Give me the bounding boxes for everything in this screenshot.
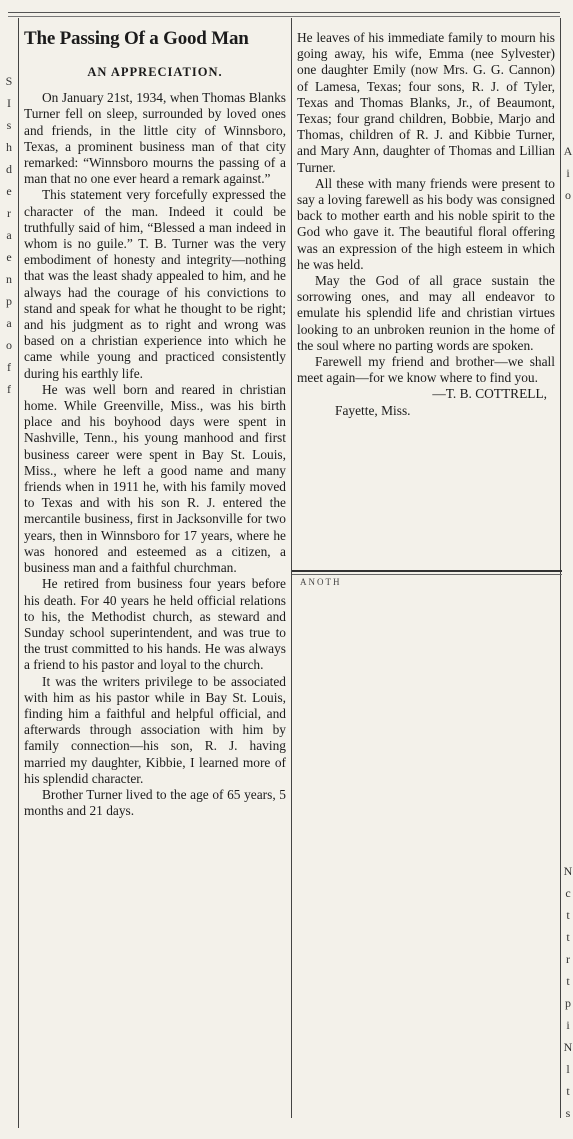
edge-fragment-letter: t [566, 930, 570, 944]
edge-fragment-letter: r [566, 952, 570, 966]
edge-fragment-letter: o [6, 338, 12, 352]
paragraph: This statement very forcefully expressed the character of the man. Indeed it could be truthfully said of him, “Blessed a man indeed in whom is no guile.” T. B. Turner was the very embodiment of honesty and integrity—nothing that was the least shady appealed to him, and he always had the courage of his convictions to stand and speak for what he thought to be right; and his judgment as to right and wrong was based on a christian experience into which he came while young and practiced consistently during his earthly life. [24, 187, 286, 381]
edge-fragment-letter: c [565, 886, 571, 900]
right-edge-fragments-bottom [563, 860, 573, 1124]
signature: —T. B. COTTRELL, [432, 386, 547, 402]
edge-fragment-letter: n [6, 272, 12, 286]
edge-fragment-letter: l [566, 1062, 570, 1076]
section-divider [292, 570, 562, 572]
top-rule [8, 12, 560, 17]
edge-fragment-letter: s [6, 118, 12, 132]
center-column-rule [291, 18, 292, 1118]
edge-fragment-letter: t [566, 1084, 570, 1098]
paragraph: He retired from business four years before his death. For 40 years he held official relations to his, the Methodist church, as steward and Sunday school superintendent, and was true to the trust committed to his hands. He was always a friend to his pastor and loyal to the church. [24, 576, 286, 673]
edge-fragment-letter: t [566, 974, 570, 988]
edge-fragment-letter: a [6, 316, 12, 330]
article-headline: The Passing Of a Good Man [24, 28, 249, 49]
edge-fragment-letter: N [563, 1040, 573, 1054]
edge-fragment-letter: s [565, 1106, 571, 1120]
left-edge-fragments [4, 70, 14, 400]
article-column-1 [24, 28, 286, 819]
paragraph: On January 21st, 1934, when Thomas Blanks Turner fell on sleep, surrounded by loved ones and friends, in the little city of Winnsboro, Texas, a prominent business man of that city remarked: “Winnsboro mourns the passing of a man that no one ever heard a remark against.” [24, 90, 286, 187]
edge-fragment-letter: i [566, 166, 570, 180]
signature-place: Fayette, Miss. [335, 402, 411, 418]
edge-fragment-letter: t [566, 908, 570, 922]
article-column-2 [297, 30, 555, 419]
edge-fragment-letter: a [6, 228, 12, 242]
edge-fragment-letter: d [6, 162, 12, 176]
edge-fragment-letter: o [565, 188, 571, 202]
edge-fragment-letter: h [6, 140, 12, 154]
paragraph: He was well born and reared in christian home. While Greenville, Miss., was his birth place and his boyhood days were spent in Nashville, Tenn., his young manhood and first business career were spent in Bay St. Louis, Miss., where he left a good name and many friends when in 1911 he, with his family moved to Texas and with his son R. J. entered the mercantile business, first in Jacksonville for two years, then in Winnsboro for 17 years, where he was honored and esteemed as a citizen, a business man and a faithful churchman. [24, 381, 286, 576]
next-article-fragment: ANOTH [300, 577, 342, 587]
right-column-rule [560, 18, 561, 1118]
edge-fragment-letter: f [7, 360, 11, 374]
paragraph: It was the writers privilege to be associated with him as his pastor while in Bay St. Louis, finding him a faithful and helpful official, and afterwards through association with him by family connection—his son, R. J. having married my daughter, Kibbie, I learned more of his splendid character. [24, 673, 286, 786]
edge-fragment-letter: p [6, 294, 12, 308]
paragraph: Farewell my friend and brother—we shall meet again—for we know where to find you. [297, 354, 555, 386]
edge-fragment-letter: I [7, 96, 11, 110]
article-subhead: AN APPRECIATION. [87, 65, 223, 79]
paragraph: All these with many friends were present to say a loving farewell as his body was consigned back to mother earth and his noble spirit to the God who gave it. The beautiful floral offering was an expression of the high esteem in which he was held. [297, 175, 555, 272]
paragraph: He leaves of his immediate family to mourn his going away, his wife, Emma (nee Sylvester) one daughter Emily (now Mrs. G. G. Cannon) of Lamesa, Texas; four sons, R. J. of Tyler, Texas and Thomas Blanks, Jr., of Beaumont, Texas; four grand children, Bobbie, Marjo and Thomas, children of R. J. and Kibbie Turner, and Mary Ann, daughter of Thomas and Lillian Turner. [297, 30, 555, 175]
paragraph: May the God of all grace sustain the sorrowing ones, and may all endeavor to emulate his splendid life and christian virtues looking to an unbroken reunion in the home of the soul where no parting words are spoken. [297, 273, 555, 353]
edge-fragment-letter: e [6, 184, 12, 198]
paragraph: Brother Turner lived to the age of 65 years, 5 months and 21 days. [24, 786, 286, 819]
edge-fragment-letter: f [7, 382, 11, 396]
edge-fragment-letter: A [563, 144, 573, 158]
edge-fragment-letter: S [5, 74, 13, 88]
edge-fragment-letter: e [6, 250, 12, 264]
section-divider-thin [292, 574, 562, 575]
edge-fragment-letter: N [563, 864, 573, 878]
edge-fragment-letter: i [566, 1018, 570, 1032]
edge-fragment-letter: p [565, 996, 571, 1010]
left-column-rule [18, 18, 19, 1128]
edge-fragment-letter: r [7, 206, 11, 220]
right-edge-fragments-top [563, 140, 573, 206]
